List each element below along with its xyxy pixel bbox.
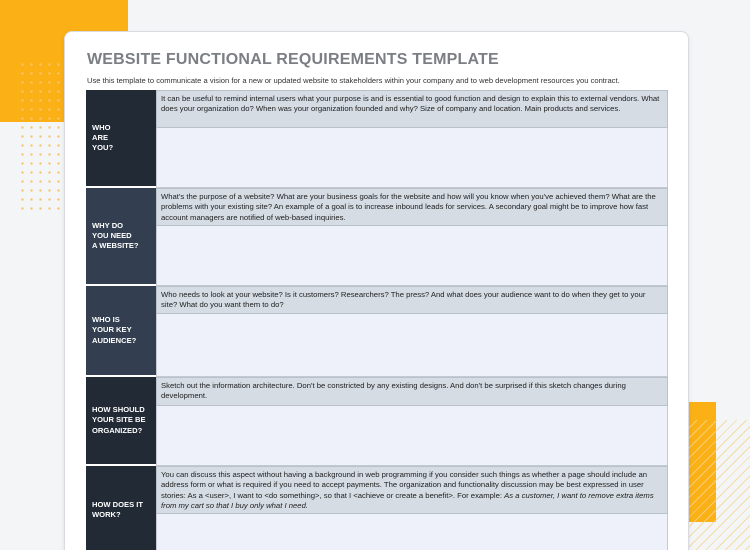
label-line: WHO (92, 122, 111, 132)
section-prompt (156, 466, 668, 514)
template-document (64, 31, 689, 550)
label-line: AUDIENCE? (92, 335, 137, 345)
label-line: HOW DOES IT (92, 499, 144, 509)
section-row-how-it-works (86, 466, 668, 550)
section-prompt: Who needs to look at your website? Is it customers? Researchers? The press? And what does your audience want to do when they get to your site? What do you want them to do? (156, 286, 668, 314)
section-row-who-are-you (86, 90, 668, 188)
section-answer-field[interactable] (156, 128, 668, 188)
label-line: A WEBSITE? (92, 241, 139, 251)
section-label (86, 286, 156, 377)
section-label (86, 90, 156, 188)
section-row-key-audience (86, 286, 668, 377)
section-label (86, 188, 156, 286)
prompt-text: You can discuss this aspect without having a background in web programming if you consider such things as whether a page should include an address form or what is required if you need to accept payments. The organization and functionality discussion may be best expressed in user stories: As a <user>, I want to <do something>, so that I <achieve or create a benefit>. For example: (161, 470, 648, 500)
label-line: YOU NEED (92, 230, 132, 240)
label-line: WHO IS (92, 315, 120, 325)
section-row-site-organization (86, 377, 668, 466)
label-line: ARE (92, 132, 109, 142)
document-title: WEBSITE FUNCTIONAL REQUIREMENTS TEMPLATE (87, 51, 499, 68)
label-line: YOUR SITE BE (92, 415, 146, 425)
label-line: ORGANIZED? (92, 425, 143, 435)
section-answer-field[interactable] (156, 514, 668, 550)
section-answer-field[interactable] (156, 406, 668, 466)
label-line: HOW SHOULD (92, 405, 145, 415)
section-row-why-website (86, 188, 668, 286)
label-line: WORK? (92, 510, 121, 519)
section-answer-field[interactable] (156, 314, 668, 377)
section-answer-field[interactable] (156, 226, 668, 286)
document-subtitle: Use this template to communicate a vision for a new or updated website to stakeholders within your company and to web development resources you contract. (87, 76, 620, 85)
section-label (86, 466, 156, 550)
label-line: YOU? (92, 143, 114, 153)
stripe-pattern-decor (688, 420, 750, 550)
label-line: YOUR KEY (92, 325, 132, 335)
section-prompt: It can be useful to remind internal users what your purpose is and is essential to good function and design to explain this to external vendors. What does your organization do? When was your organization founded and why? Size of company and location. Main products and services. (156, 90, 668, 128)
section-label (86, 377, 156, 466)
prompt-example: As a customer, I want to remove extra items from my cart so that I buy only what I need. (161, 490, 654, 510)
label-line: WHY DO (92, 220, 124, 230)
requirements-table (86, 90, 668, 550)
section-prompt: What's the purpose of a website? What are your business goals for the website and how will you know when you've achieved them? What are the problems with your existing site? An example of a goal is to increase inbound leads for services. A secondary goal might be to improve how fast account managers are notified of web-based inquiries. (156, 188, 668, 226)
section-prompt: Sketch out the information architecture. Don't be constricted by any existing designs. And don't be surprised if this sketch changes during development. (156, 377, 668, 406)
